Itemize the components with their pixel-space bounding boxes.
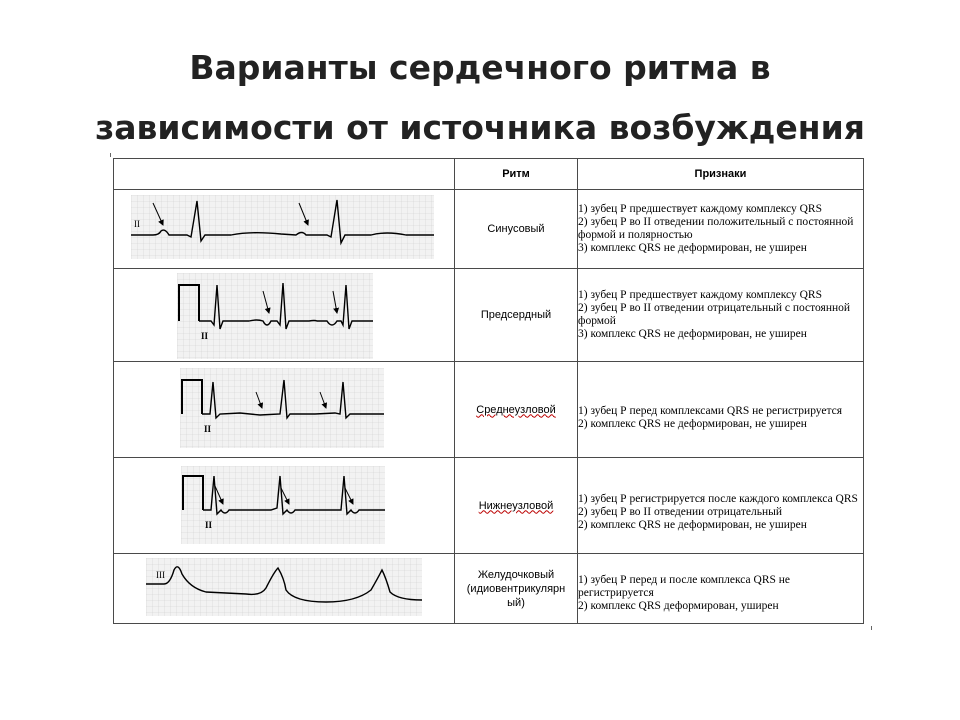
- table-row: [114, 458, 864, 554]
- sign-item: 3) комплекс QRS не деформирован, не уширен: [578, 242, 807, 254]
- rhythm-signs: [578, 362, 864, 458]
- sign-item: 1) зубец Р перед и после комплекса QRS не регистрируется: [578, 574, 791, 599]
- sign-item: 1) зубец Р регистрируется после каждого комплекса QRS: [578, 493, 858, 505]
- rhythm-name: [455, 458, 578, 554]
- sign-item: 2) зубец Р во II отведении положительный с постоянной формой и полярностью: [578, 216, 854, 241]
- lead-label: III: [156, 570, 165, 580]
- rhythm-signs: [578, 458, 864, 554]
- ecg-cell: [114, 269, 455, 362]
- sign-item: 1) зубец Р перед комплексами QRS не регистрируется: [578, 404, 843, 417]
- slide-title-line1: Варианты сердечного ритма в: [189, 48, 771, 87]
- sign-item: 3) комплекс QRS не деформирован, не уширен: [578, 328, 807, 340]
- ecg-cell: [114, 362, 455, 458]
- rhythm-name: Предсердный: [455, 269, 578, 362]
- sign-item: 2) комплекс QRS не деформирован, не уширен: [578, 417, 807, 430]
- sign-item: 1) зубец Р предшествует каждому комплексу QRS: [578, 203, 822, 215]
- ecg-cell: [114, 554, 455, 624]
- table-row: [114, 269, 864, 362]
- lead-label: II: [204, 424, 212, 434]
- sign-item: 2) комплекс QRS не деформирован, не уширен: [578, 519, 807, 531]
- table-row: [114, 190, 864, 269]
- lead-label: II: [134, 219, 140, 229]
- rhythm-signs: [578, 190, 864, 269]
- rhythm-name-text: Нижнеузловой: [478, 499, 554, 512]
- table-corner-mark: [110, 153, 111, 157]
- lead-label: II: [205, 520, 213, 530]
- ecg-strip-lownodal: [181, 466, 385, 544]
- sign-item: 1) зубец Р предшествует каждому комплексу QRS: [578, 289, 822, 301]
- rhythm-table: [113, 158, 864, 624]
- rhythm-name: Синусовый: [455, 190, 578, 269]
- table-row: [114, 554, 864, 624]
- ecg-cell: [114, 190, 455, 269]
- ecg-strip-sinus: [131, 195, 434, 259]
- rhythm-name-line: (идиовентрикулярн: [466, 582, 566, 595]
- rhythm-name: [455, 362, 578, 458]
- table-row: [114, 362, 864, 458]
- ecg-cell: [114, 458, 455, 554]
- sign-item: 2) зубец Р во II отведении отрицательный с постоянной формой: [578, 302, 851, 327]
- slide-title: [0, 38, 960, 158]
- rhythm-name-line: Желудочковый: [477, 568, 555, 581]
- table-corner-mark: [871, 626, 872, 630]
- sign-item: 2) комплекс QRS деформирован, уширен: [578, 600, 779, 612]
- table-header-row: [114, 159, 864, 190]
- rhythm-signs: [578, 554, 864, 624]
- lead-label: II: [201, 331, 209, 341]
- slide-title-line2: зависимости от источника возбуждения: [95, 108, 865, 147]
- ecg-strip-ventricular: [146, 558, 422, 616]
- rhythm-name-text: Среднеузловой: [476, 403, 556, 416]
- sign-item: 2) зубец Р во II отведении отрицательный: [578, 506, 782, 518]
- rhythm-name-line: ый): [507, 596, 525, 609]
- ecg-strip-atrial: [177, 273, 373, 359]
- header-signs: Признаки: [578, 159, 864, 190]
- header-ecg: [114, 159, 455, 190]
- header-rhythm: Ритм: [455, 159, 578, 190]
- rhythm-name: [455, 554, 578, 624]
- ecg-strip-midnodal: [180, 368, 384, 448]
- rhythm-signs: [578, 269, 864, 362]
